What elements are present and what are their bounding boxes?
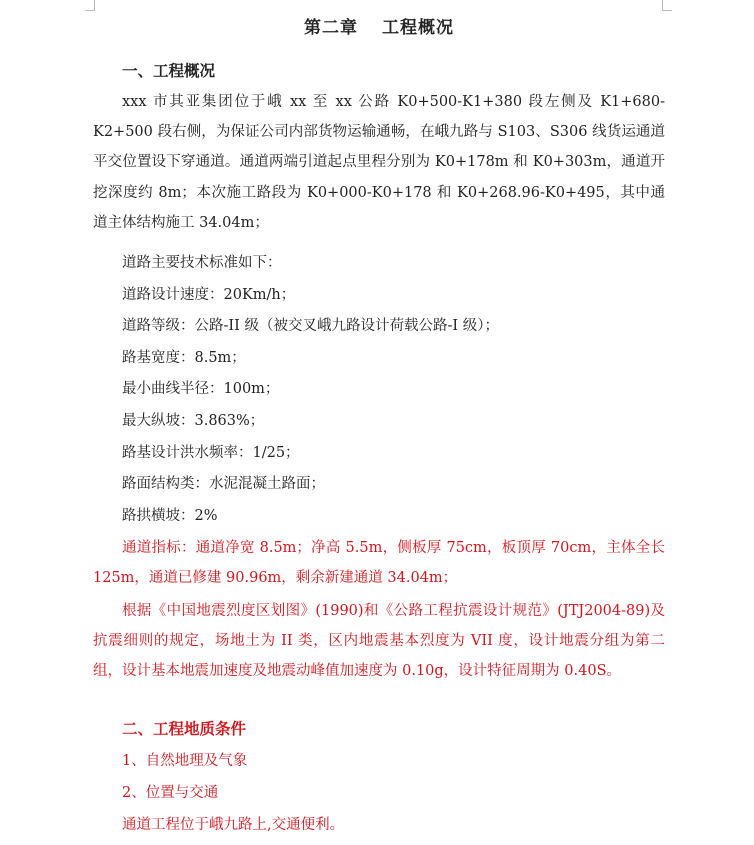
tunnel-index-paragraph: 通道指标：通道净宽 8.5m；净高 5.5m，侧板厚 75cm，板顶厚 70cm，主体全长 125m，通道已修建 90.96m，剩余新建通道 34.04m； xyxy=(93,540,665,587)
standard-subgrade-width: 路基宽度：8.5m； xyxy=(122,350,246,366)
chapter-title xyxy=(93,13,665,38)
standards-intro: 道路主要技术标准如下： xyxy=(122,255,282,271)
chapter-number: 第二章 xyxy=(304,18,358,38)
standard-max-longitudinal-slope: 最大纵坡：3.863%； xyxy=(122,413,265,429)
standard-flood-frequency: 路基设计洪水频率：1/25； xyxy=(122,445,300,461)
standard-crown-slope: 路拱横坡：2% xyxy=(122,508,218,524)
standard-pavement-structure: 路面结构类：水泥混凝土路面； xyxy=(122,476,325,492)
section2-item-geography: 1、自然地理及气象 xyxy=(122,753,248,769)
page-corner-mark-right xyxy=(662,0,672,11)
page-corner-mark-left xyxy=(85,0,95,11)
standard-design-speed: 道路设计速度：20Km/h； xyxy=(122,287,296,303)
location-text: 通道工程位于峨九路上,交通便利。 xyxy=(122,817,345,833)
section1-intro-paragraph: xxx 市其亚集团位于峨 xx 至 xx 公路 K0+500-K1+380 段左侧及 K1+680-K2+500 段右侧，为保证公司内部货物运输通畅，在峨九路与 S103、S306 线货运通道平交位置设下穿通道。通道两端引道起点里程分别为 K0+178m 和 K0+303m，通道开挖深度约 8m；本次施工路段为 K0+000-K0+178 和 K0+268.96-K0+495，其中通道主体结构施工 34.04m； xyxy=(93,94,665,231)
chapter-name: 工程概况 xyxy=(382,18,454,38)
section1-heading: 一、工程概况 xyxy=(122,61,216,80)
standard-road-grade: 道路等级：公路-II 级（被交叉峨九路设计荷载公路-I 级）； xyxy=(122,318,499,334)
section2-heading: 二、工程地质条件 xyxy=(122,719,247,738)
seismic-paragraph: 根据《中国地震烈度区划图》(1990)和《公路工程抗震设计规范》(JTJ2004-89)及抗震细则的规定，场地土为 II 类，区内地震基本烈度为 VII 度，设计地震分组为第二组，设计基本地震加速度及地震动峰值加速度为 0.10g，设计特征周期为 0.40S。 xyxy=(93,603,665,680)
standard-min-curve-radius: 最小曲线半径：100m； xyxy=(122,381,280,397)
section2-item-location: 2、位置与交通 xyxy=(122,785,219,801)
